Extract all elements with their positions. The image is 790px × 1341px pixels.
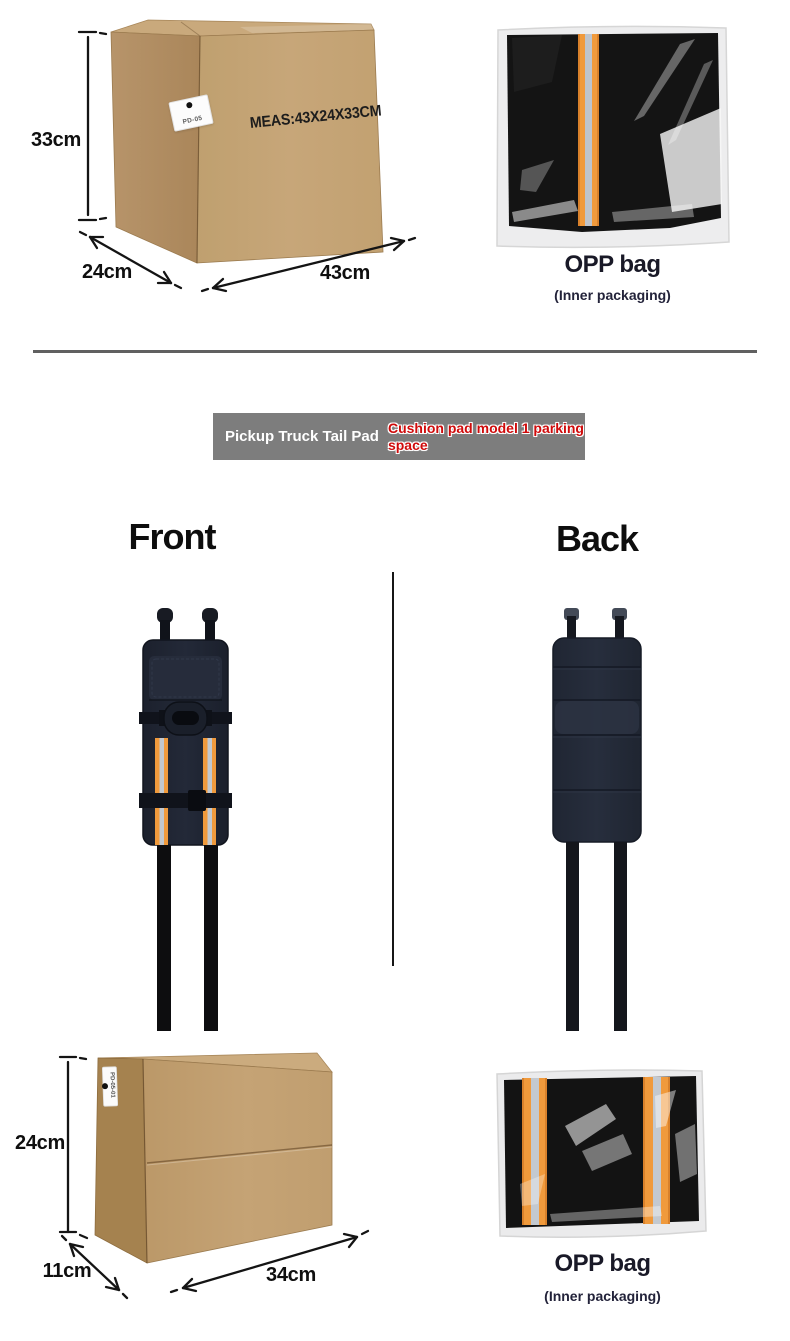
carton2-sticker bbox=[101, 1067, 117, 1106]
opp-bag-subtitle: (Inner packaging) bbox=[554, 287, 671, 303]
opp-bag-title: OPP bag bbox=[564, 251, 661, 278]
carton-measurement-print: MEAS:43X24X33CM bbox=[249, 102, 383, 132]
carton-left-face bbox=[111, 32, 200, 263]
banner-variant-note: Cushion pad model 1 parking space bbox=[387, 420, 584, 453]
section-divider bbox=[33, 350, 757, 353]
carton-depth-label: 24cm bbox=[82, 261, 132, 283]
front-pad-handle bbox=[159, 702, 212, 735]
carton2-height-label: 24cm bbox=[15, 1132, 65, 1154]
carton-width-label: 43cm bbox=[320, 262, 370, 284]
carton2-sticker-code: PD-05-01 bbox=[108, 1071, 116, 1098]
opp-bag2-title: OPP bag bbox=[554, 1250, 651, 1277]
carton-height-label: 33cm bbox=[31, 129, 81, 151]
tail-pad-front-illustration bbox=[135, 598, 240, 1034]
sticker-code: PD-05 bbox=[182, 114, 204, 126]
back-pad-hooks bbox=[564, 608, 627, 640]
opp-bag-small-illustration bbox=[490, 1064, 712, 1242]
carton2-depth-label: 11cm bbox=[42, 1260, 92, 1282]
front-view-label: Front bbox=[128, 516, 216, 557]
opp-bag-large-illustration bbox=[492, 22, 732, 254]
front-pad-straps bbox=[157, 845, 218, 1031]
carton2-width-label: 34cm bbox=[266, 1264, 316, 1286]
product-banner bbox=[213, 413, 585, 460]
front-pad-hooks bbox=[157, 608, 218, 642]
shipping-carton-small-illustration bbox=[0, 1040, 440, 1341]
banner-product-name: Pickup Truck Tail Pad bbox=[225, 428, 379, 445]
tail-pad-back-illustration bbox=[545, 598, 650, 1034]
sticker-dot-icon bbox=[186, 102, 193, 109]
back-pad-straps bbox=[566, 842, 627, 1031]
height-dimension-line bbox=[79, 32, 106, 220]
view-divider-line bbox=[392, 572, 394, 966]
carton-front-face bbox=[197, 30, 383, 263]
back-view-label: Back bbox=[555, 518, 639, 559]
opp-bag2-subtitle: (Inner packaging) bbox=[544, 1288, 661, 1304]
